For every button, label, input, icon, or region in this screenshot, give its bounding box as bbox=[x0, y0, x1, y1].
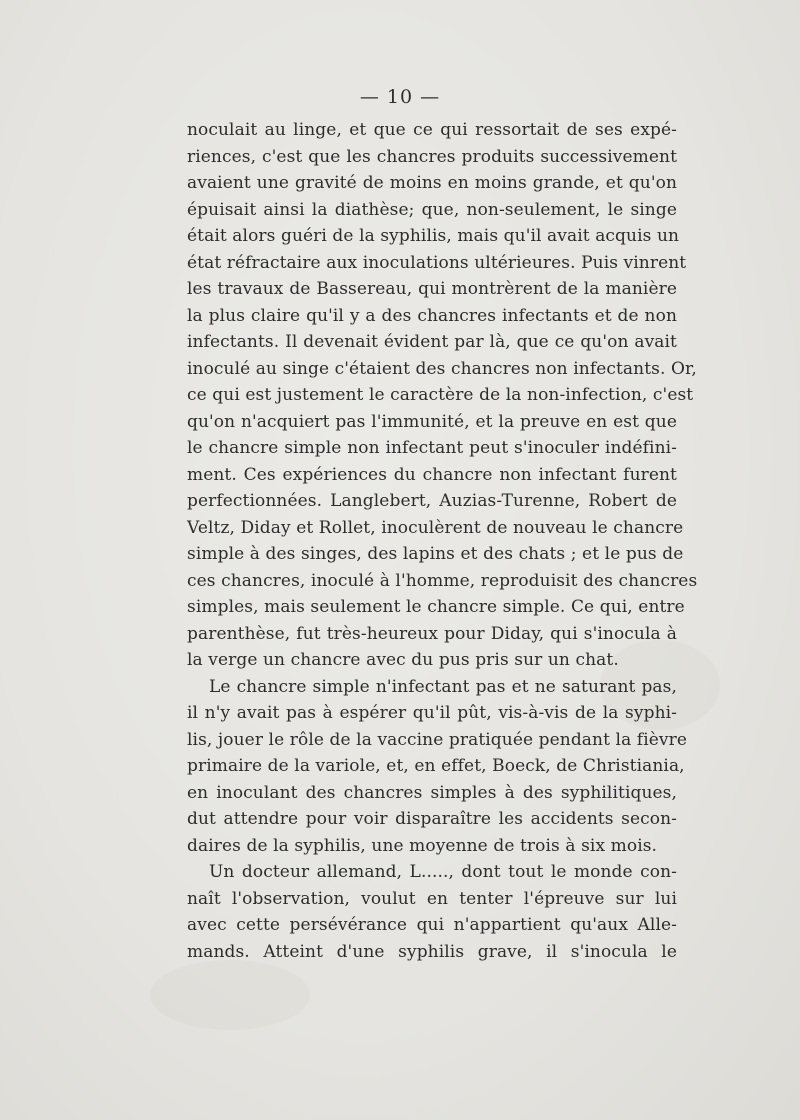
text-line: naît l'observation, voulut en tenter l'épreuve sur lui bbox=[187, 888, 677, 909]
text-line: la verge un chancre avec du pus pris sur un chat. bbox=[187, 650, 619, 670]
text-line: primaire de la variole, et, en effet, Boeck, de Christiania, bbox=[187, 756, 685, 776]
text-line: épuisait ainsi la diathèse; que, non-seulement, le singe bbox=[187, 199, 677, 220]
text-line: était alors guéri de la syphilis, mais qu'il avait acquis un bbox=[187, 226, 680, 246]
text-line: simples, mais seulement le chancre simple. Ce qui, entre bbox=[187, 597, 685, 617]
text-line: qu'on n'acquiert pas l'immunité, et la preuve en est que bbox=[187, 411, 677, 432]
text-line: avaient une gravité de moins en moins grande, et qu'on bbox=[187, 173, 677, 193]
text-line: simple à des singes, des lapins et des chats ; et le pus de bbox=[187, 544, 684, 564]
page-number: — 10 — bbox=[359, 86, 441, 108]
text-line: ces chancres, inoculé à l'homme, reproduisit des chancres bbox=[187, 570, 698, 591]
text-line: perfectionnées. Langlebert, Auzias-Turenne, Robert de bbox=[187, 491, 677, 511]
text-line: Veltz, Diday et Rollet, inoculèrent de nouveau le chancre bbox=[187, 517, 684, 538]
text-line: inoculé au singe c'étaient des chancres non infectants. Or, bbox=[187, 358, 697, 379]
text-line: il n'y avait pas à espérer qu'il pût, vis-à-vis de la syphi- bbox=[187, 703, 677, 723]
text-line: dut attendre pour voir disparaître les accidents secon- bbox=[187, 809, 677, 829]
text-line: lis, jouer le rôle de la vaccine pratiquée pendant la fièvre bbox=[187, 729, 687, 750]
text-line: état réfractaire aux inoculations ultérieures. Puis vinrent bbox=[187, 252, 687, 273]
text-line: noculait au linge, et que ce qui ressortait de ses expé- bbox=[187, 120, 677, 140]
text-line: daires de la syphilis, une moyenne de trois à six mois. bbox=[187, 835, 658, 856]
text-line: Le chancre simple n'infectant pas et ne saturant pas, bbox=[209, 676, 677, 697]
text-line: ce qui est justement le caractère de la non-infection, c'est bbox=[187, 385, 694, 405]
text-line: les travaux de Bassereau, qui montrèrent de la manière bbox=[187, 279, 677, 299]
text-line: le chancre simple non infectant peut s'inoculer indéfini- bbox=[187, 438, 677, 458]
text-line: la plus claire qu'il y a des chancres infectants et de non bbox=[187, 305, 677, 326]
text-line: Un docteur allemand, L....., dont tout le monde con- bbox=[209, 862, 677, 882]
text-line: avec cette persévérance qui n'appartient qu'aux Alle- bbox=[187, 915, 677, 935]
text-line: riences, c'est que les chancres produits successivement bbox=[187, 146, 677, 167]
text-line: parenthèse, fut très-heureux pour Diday, qui s'inocula à bbox=[187, 623, 677, 644]
text-line: mands. Atteint d'une syphilis grave, il s'inocula le bbox=[187, 941, 677, 962]
text-line: en inoculant des chancres simples à des syphilitiques, bbox=[187, 782, 677, 803]
body-text bbox=[187, 117, 698, 965]
text-line: infectants. Il devenait évident par là, que ce qu'on avait bbox=[187, 332, 677, 352]
paper-stain bbox=[150, 960, 310, 1030]
text-line: ment. Ces expériences du chancre non infectant furent bbox=[187, 464, 677, 485]
